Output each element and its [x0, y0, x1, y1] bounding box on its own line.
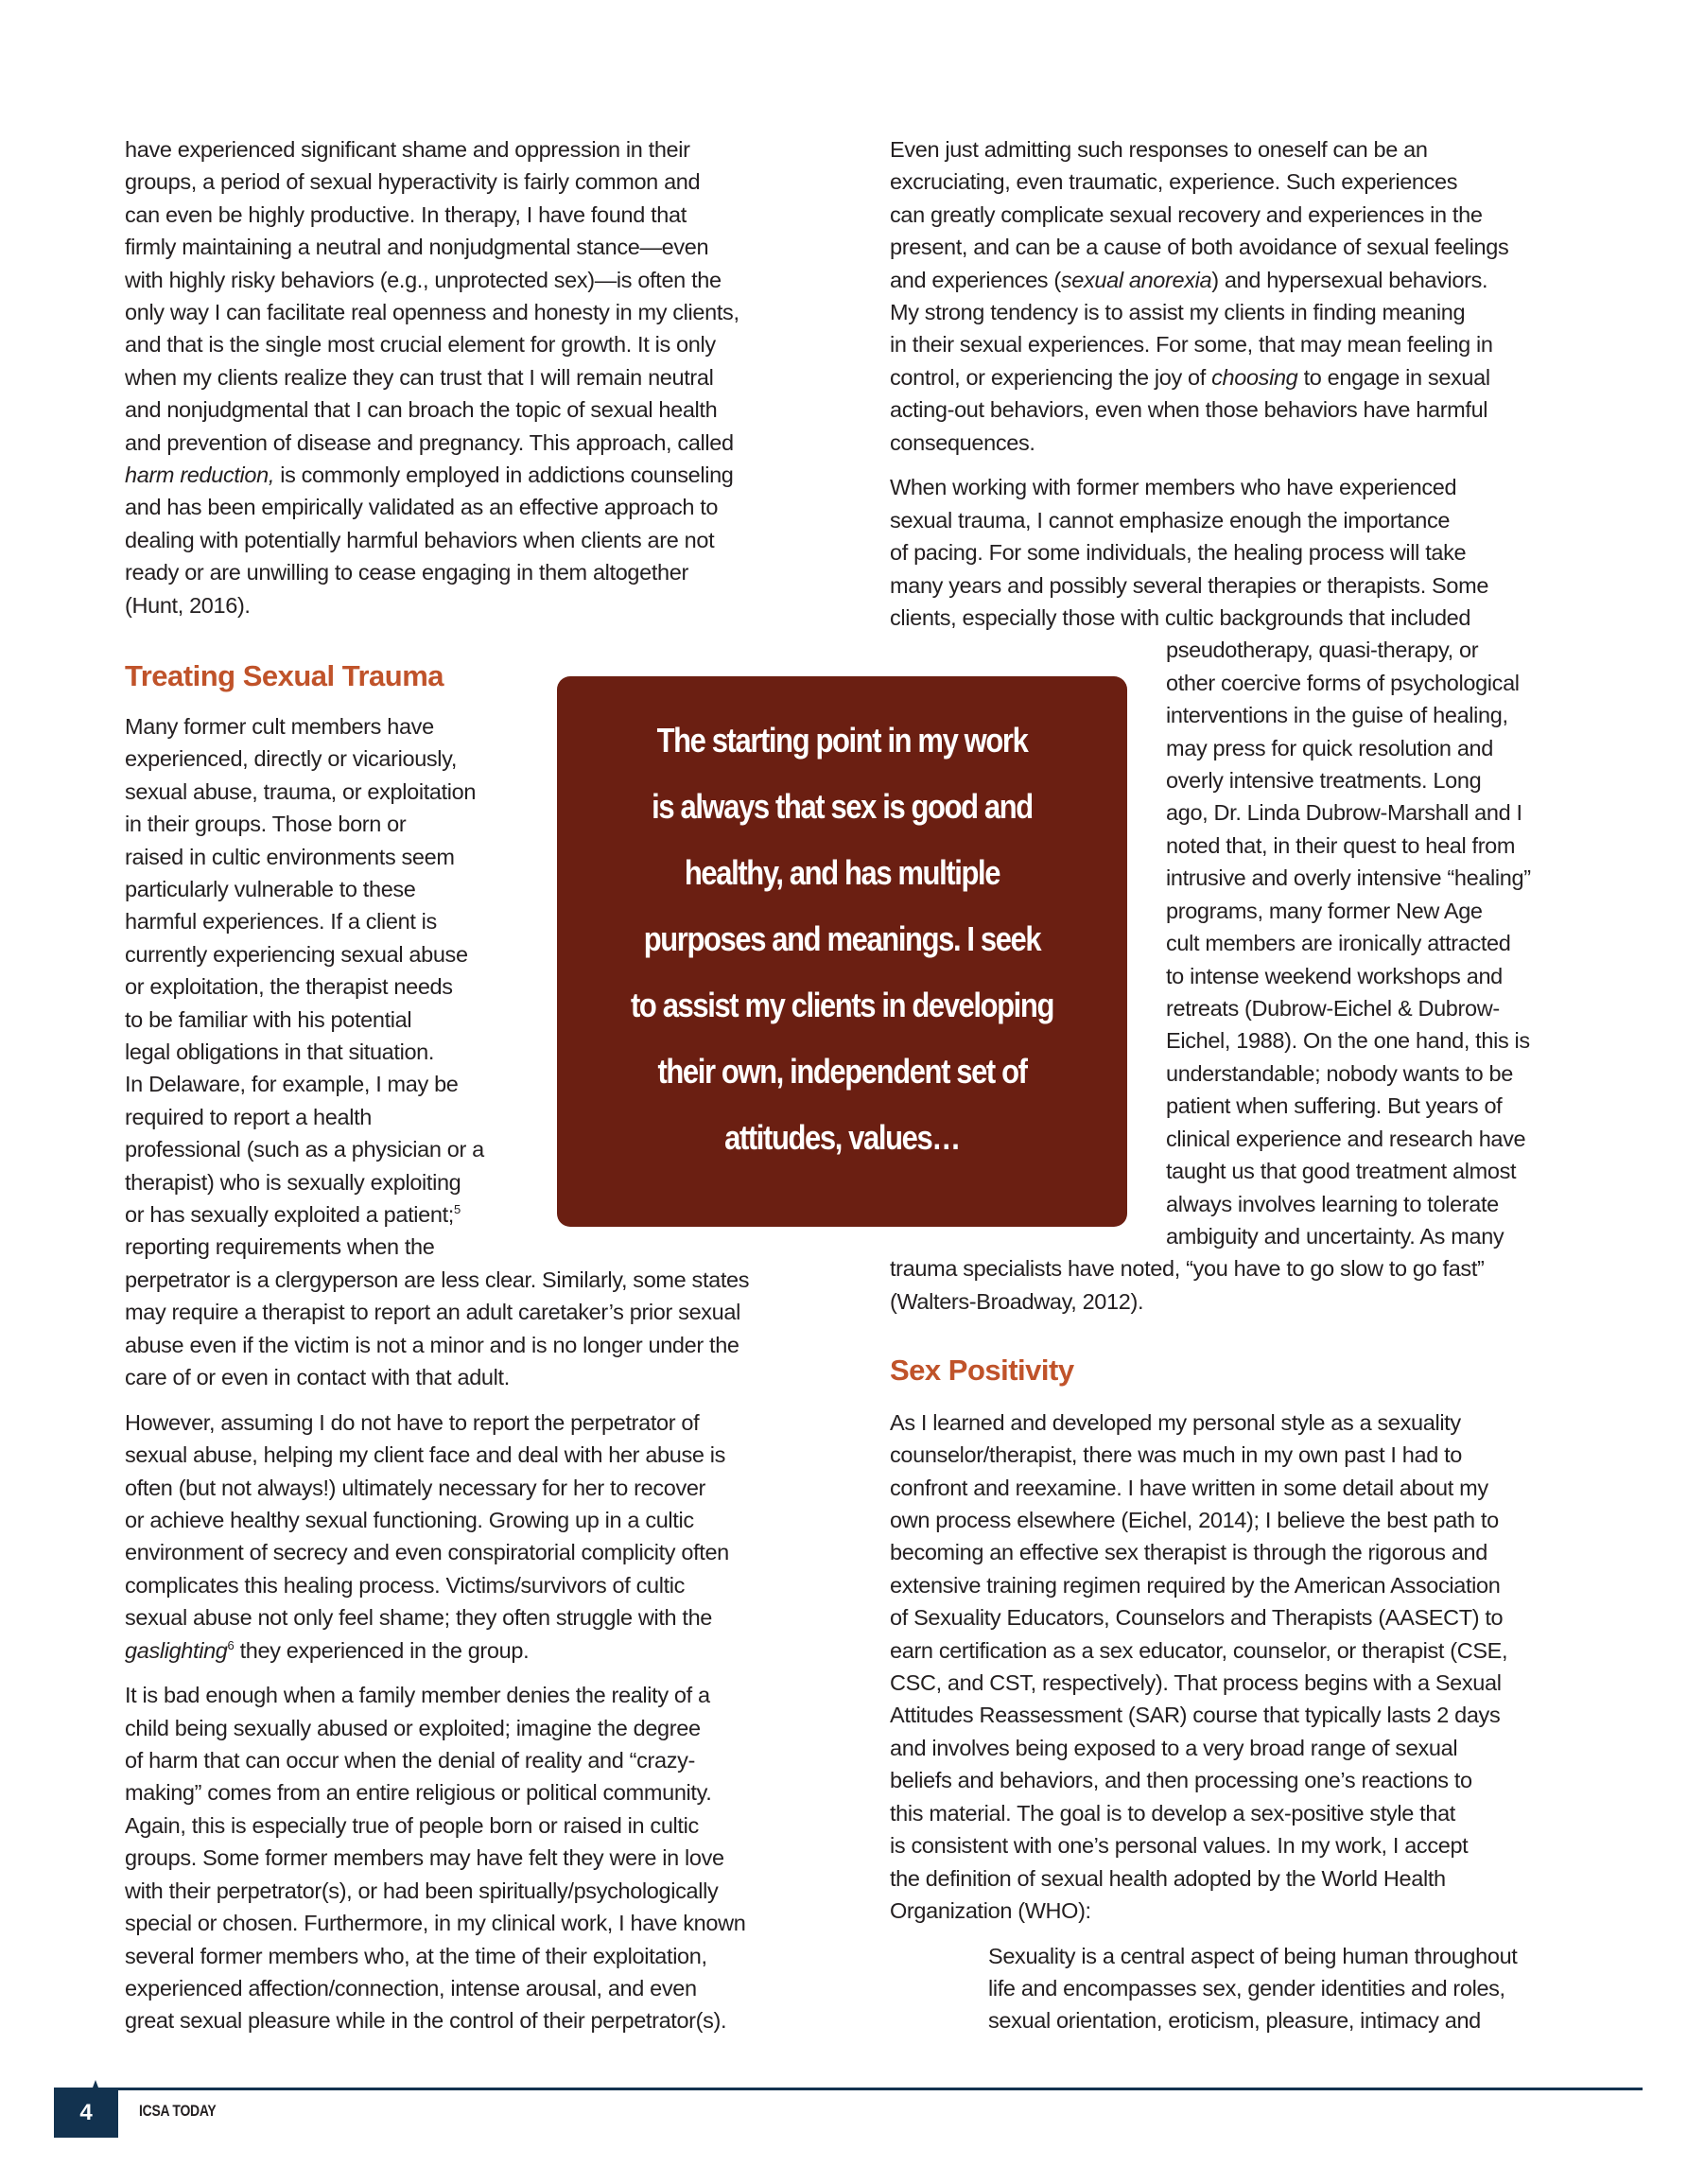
- text-line: own process elsewhere (Eichel, 2014); I believe the best path to: [890, 1508, 1499, 1532]
- text-line: Attitudes Reassessment (SAR) course that typically lasts 2 days: [890, 1703, 1501, 1727]
- text-line: present, and can be a cause of both avoidance of sexual feelings: [890, 235, 1509, 259]
- text-line: acting-out behaviors, even when those behaviors have harmful: [890, 397, 1488, 422]
- text-line: consequences.: [890, 430, 1035, 455]
- text-line: of harm that can occur when the denial of reality and “crazy-: [125, 1748, 696, 1773]
- page-number-box: [54, 2088, 118, 2138]
- text-line: legal obligations in that situation.: [125, 1040, 435, 1064]
- publication-name: ICSA TODAY: [139, 2102, 217, 2120]
- text-line: beliefs and behaviors, and then processing one’s reactions to: [890, 1768, 1472, 1792]
- text-line: always involves learning to tolerate: [1166, 1192, 1499, 1216]
- text-line: earn certification as a sex educator, counselor, or therapist (CSE,: [890, 1638, 1508, 1663]
- text-line: in their sexual experiences. For some, that may mean feeling in: [890, 332, 1493, 357]
- section-heading-treating-sexual-trauma: Treating Sexual Trauma: [125, 659, 444, 692]
- text-line: and has been empirically validated as an effective approach to: [125, 495, 719, 519]
- pull-quote-line: is always that sex is good and: [652, 787, 1033, 826]
- text-line: CSC, and CST, respectively). That process begins with a Sexual: [890, 1670, 1502, 1695]
- text-line: sexual abuse, helping my client face and deal with her abuse is: [125, 1442, 726, 1467]
- text-line: and that is the single most crucial element for growth. It is only: [125, 332, 716, 357]
- text-line: extensive training regimen required by the American Association: [890, 1573, 1501, 1598]
- blockquote-line: life and encompasses sex, gender identities and roles,: [988, 1976, 1505, 2001]
- text-line: becoming an effective sex therapist is through the rigorous and: [890, 1540, 1487, 1564]
- text-line: perpetrator is a clergyperson are less clear. Similarly, some states: [125, 1267, 750, 1292]
- italic-term-sexual-anorexia: sexual anorexia: [1060, 268, 1212, 292]
- text-line: Organization (WHO):: [890, 1898, 1091, 1923]
- text-line: [890, 266, 1487, 294]
- text-line: sexual abuse not only feel shame; they often struggle with the: [125, 1605, 713, 1630]
- footer-tick-mark: [93, 2080, 98, 2088]
- text-line: making” comes from an entire religious or political community.: [125, 1780, 712, 1805]
- pull-quote-box: [557, 676, 1127, 1227]
- text-line: [125, 461, 734, 489]
- text-line: confront and reexamine. I have written in some detail about my: [890, 1476, 1488, 1500]
- text-line: ready or are unwilling to cease engaging in them altogether: [125, 560, 688, 585]
- text-line: ambiguity and uncertainty. As many: [1166, 1224, 1504, 1249]
- text-line: experienced, directly or vicariously,: [125, 746, 458, 771]
- text-span: and experiences (: [890, 268, 1061, 292]
- pull-quote-line: purposes and meanings. I seek: [643, 919, 1041, 958]
- blockquote-line: Sexuality is a central aspect of being human throughout: [988, 1944, 1518, 1968]
- text-line: professional (such as a physician or a: [125, 1137, 484, 1162]
- text-line: often (but not always!) ultimately necessary for her to recover: [125, 1476, 706, 1500]
- text-line: My strong tendency is to assist my clients in finding meaning: [890, 300, 1466, 324]
- text-line: sexual abuse, trauma, or exploitation: [125, 779, 477, 804]
- pull-quote-line: to assist my clients in developing: [630, 986, 1053, 1024]
- text-line: It is bad enough when a family member denies the reality of a: [125, 1683, 710, 1707]
- text-line: However, assuming I do not have to report the perpetrator of: [125, 1410, 700, 1435]
- text-span: control, or experiencing the joy of: [890, 365, 1212, 390]
- text-line: intrusive and overly intensive “healing”: [1166, 865, 1531, 890]
- text-span: or has sexually exploited a patient;: [125, 1202, 454, 1227]
- page-number: 4: [79, 2099, 93, 2125]
- text-line: of pacing. For some individuals, the healing process will take: [890, 540, 1467, 565]
- text-line: [125, 1636, 529, 1665]
- text-line: [890, 363, 1490, 392]
- text-span: ) and hypersexual behaviors.: [1211, 268, 1488, 292]
- text-line: interventions in the guise of healing,: [1166, 703, 1508, 727]
- pull-quote-line: healthy, and has multiple: [684, 853, 1000, 892]
- text-line: can greatly complicate sexual recovery and experiences in the: [890, 202, 1483, 227]
- text-span: they experienced in the group.: [234, 1638, 530, 1663]
- text-line: particularly vulnerable to these: [125, 877, 416, 901]
- text-line: (Hunt, 2016).: [125, 593, 251, 618]
- footer-rule-divider: [54, 2088, 1643, 2090]
- text-line: with their perpetrator(s), or had been spiritually/psychologically: [125, 1878, 719, 1903]
- text-line: many years and possibly several therapies or therapists. Some: [890, 573, 1489, 598]
- footnote-5[interactable]: 5: [453, 1202, 461, 1216]
- text-span: is commonly employed in addictions counseling: [274, 463, 734, 487]
- text-line: or achieve healthy sexual functioning. Growing up in a cultic: [125, 1508, 694, 1532]
- text-line: groups. Some former members may have felt they were in love: [125, 1845, 724, 1870]
- text-line: patient when suffering. But years of: [1166, 1093, 1503, 1118]
- pull-quote-line: The starting point in my work: [656, 721, 1028, 760]
- text-line: have experienced significant shame and oppression in their: [125, 137, 690, 162]
- text-line: child being sexually abused or exploited; imagine the degree: [125, 1716, 701, 1740]
- text-line: and nonjudgmental that I can broach the topic of sexual health: [125, 397, 718, 422]
- text-line: to intense weekend workshops and: [1166, 964, 1503, 988]
- text-line: taught us that good treatment almost: [1166, 1159, 1517, 1183]
- text-line: is consistent with one’s personal values. In my work, I accept: [890, 1833, 1469, 1858]
- text-line: special or chosen. Furthermore, in my clinical work, I have known: [125, 1911, 746, 1935]
- text-line: great sexual pleasure while in the control of their perpetrator(s).: [125, 2008, 727, 2033]
- text-line: harmful experiences. If a client is: [125, 909, 437, 934]
- text-line: other coercive forms of psychological: [1166, 671, 1520, 695]
- text-line: Even just admitting such responses to oneself can be an: [890, 137, 1428, 162]
- text-line: and prevention of disease and pregnancy. This approach, called: [125, 430, 734, 455]
- text-line: abuse even if the victim is not a minor and is no longer under the: [125, 1333, 739, 1357]
- text-line: required to report a health: [125, 1105, 372, 1129]
- text-line: complicates this healing process. Victims/survivors of cultic: [125, 1573, 686, 1598]
- text-line: currently experiencing sexual abuse: [125, 942, 468, 967]
- text-line: clinical experience and research have: [1166, 1127, 1526, 1151]
- text-line: Again, this is especially true of people born or raised in cultic: [125, 1813, 699, 1838]
- text-line: ago, Dr. Linda Dubrow-Marshall and I: [1166, 800, 1522, 825]
- text-line: may press for quick resolution and: [1166, 736, 1493, 760]
- text-line: with highly risky behaviors (e.g., unprotected sex)—is often the: [125, 268, 722, 292]
- text-line: cult members are ironically attracted: [1166, 931, 1511, 955]
- blockquote-line: sexual orientation, eroticism, pleasure, intimacy and: [988, 2008, 1481, 2033]
- text-line: when my clients realize they can trust that I will remain neutral: [125, 365, 714, 390]
- text-line: therapist) who is sexually exploiting: [125, 1170, 461, 1195]
- pull-quote-line: their own, independent set of: [657, 1052, 1027, 1091]
- text-line: raised in cultic environments seem: [125, 845, 455, 869]
- text-line: firmly maintaining a neutral and nonjudgmental stance—even: [125, 235, 709, 259]
- text-line: programs, many former New Age: [1166, 899, 1483, 923]
- text-line: environment of secrecy and even conspiratorial complicity often: [125, 1540, 729, 1564]
- text-line: experienced affection/connection, intense arousal, and even: [125, 1976, 697, 2001]
- text-line: care of or even in contact with that adult.: [125, 1365, 510, 1389]
- text-line: can even be highly productive. In therapy, I have found that: [125, 202, 687, 227]
- italic-term-choosing: choosing: [1211, 365, 1298, 390]
- text-line: in their groups. Those born or: [125, 812, 407, 836]
- text-span: to engage in sexual: [1297, 365, 1490, 390]
- text-line: As I learned and developed my personal style as a sexuality: [890, 1410, 1461, 1435]
- text-line: reporting requirements when the: [125, 1234, 435, 1259]
- text-line: [125, 1200, 461, 1229]
- text-line: excruciating, even traumatic, experience. Such experiences: [890, 169, 1458, 194]
- text-line: understandable; nobody wants to be: [1166, 1061, 1513, 1086]
- text-line: of Sexuality Educators, Counselors and Therapists (AASECT) to: [890, 1605, 1504, 1630]
- text-line: Many former cult members have: [125, 714, 434, 739]
- text-line: sexual trauma, I cannot emphasize enough the importance: [890, 508, 1451, 533]
- text-line: overly intensive treatments. Long: [1166, 768, 1482, 793]
- text-line: may require a therapist to report an adult caretaker’s prior sexual: [125, 1300, 740, 1324]
- text-line: pseudotherapy, quasi-therapy, or: [1166, 638, 1479, 662]
- text-line: several former members who, at the time of their exploitation,: [125, 1944, 707, 1968]
- text-line: clients, especially those with cultic backgrounds that included: [890, 605, 1471, 630]
- italic-term-gaslighting: gaslighting: [125, 1638, 228, 1663]
- text-line: this material. The goal is to develop a sex-positive style that: [890, 1801, 1455, 1826]
- text-line: retreats (Dubrow-Eichel & Dubrow-: [1166, 996, 1500, 1021]
- text-line: or exploitation, the therapist needs: [125, 974, 453, 999]
- section-heading-sex-positivity: Sex Positivity: [890, 1354, 1074, 1387]
- text-line: dealing with potentially harmful behaviors when clients are not: [125, 528, 715, 552]
- text-line: only way I can facilitate real openness and honesty in my clients,: [125, 300, 739, 324]
- italic-term-harm-reduction: harm reduction,: [125, 463, 275, 487]
- text-line: (Walters-Broadway, 2012).: [890, 1289, 1144, 1314]
- text-line: the definition of sexual health adopted by the World Health: [890, 1866, 1446, 1891]
- pull-quote-line: attitudes, values…: [724, 1118, 960, 1157]
- text-line: counselor/therapist, there was much in my own past I had to: [890, 1442, 1463, 1467]
- text-line: to be familiar with his potential: [125, 1007, 412, 1032]
- text-line: noted that, in their quest to heal from: [1166, 833, 1516, 858]
- footnote-6[interactable]: 6: [227, 1638, 235, 1652]
- text-line: groups, a period of sexual hyperactivity is fairly common and: [125, 169, 701, 194]
- text-line: When working with former members who have experienced: [890, 475, 1457, 499]
- text-line: and involves being exposed to a very broad range of sexual: [890, 1736, 1458, 1760]
- text-line: In Delaware, for example, I may be: [125, 1072, 459, 1096]
- text-line: Eichel, 1988). On the one hand, this is: [1166, 1028, 1530, 1053]
- text-line: trauma specialists have noted, “you have to go slow to go fast”: [890, 1256, 1485, 1281]
